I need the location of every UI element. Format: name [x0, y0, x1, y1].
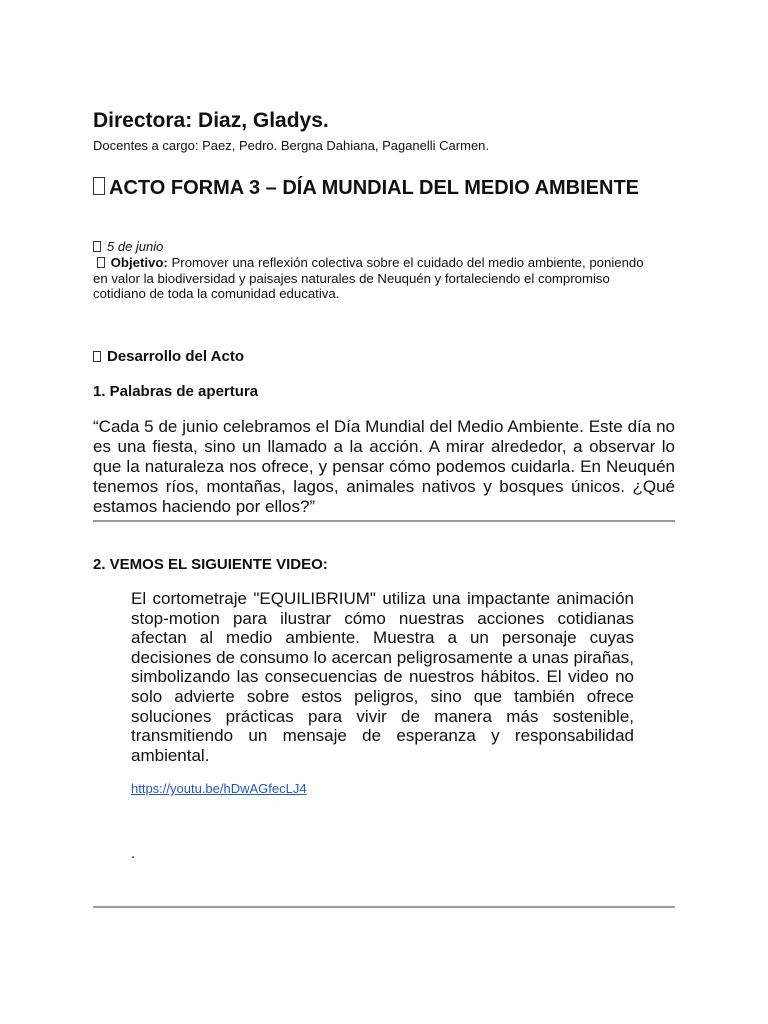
section-divider: [93, 520, 675, 522]
section2-heading: 2. VEMOS EL SIGUIENTE VIDEO:: [93, 556, 328, 573]
section-divider: [93, 906, 675, 908]
objective-label: Objetivo:: [110, 255, 168, 270]
objective-text: Promover una reflexión colectiva sobre el cuidado del medio ambiente, poniendo en valor la biodiversidad y paisajes naturales de Neuquén y fortaleciendo el compromiso cotidiano de toda la comunidad educativa.: [93, 255, 644, 301]
missing-glyph-icon: [93, 241, 101, 252]
director-line: Directora: Diaz, Gladys.: [93, 109, 329, 132]
missing-glyph-icon: [93, 351, 101, 362]
opening-quote: “Cada 5 de junio celebramos el Día Mundial del Medio Ambiente. Este día no es una fiesta, sino un llamado a la acción. A mirar alrededor, a observar lo que la naturaleza nos ofrece, y pensar cómo podemos cuidarla. En Neuquén tenemos ríos, montañas, lagos, animales nativos y bosques únicos. ¿Qué estamos haciendo por ellos?”: [93, 417, 675, 516]
teachers-line: Docentes a cargo: Paez, Pedro. Bergna Dahiana, Paganelli Carmen.: [93, 138, 490, 153]
video-link[interactable]: https://youtu.be/hDwAGfecLJ4: [131, 781, 307, 796]
date-text: 5 de junio: [107, 239, 164, 254]
title-text: ACTO FORMA 3 – DÍA MUNDIAL DEL MEDIO AMBIENTE: [109, 177, 640, 199]
missing-glyph-icon: [97, 257, 105, 268]
page-title: [93, 176, 639, 200]
development-heading: [93, 348, 244, 365]
objective-paragraph: [93, 255, 653, 302]
event-date: [93, 239, 163, 254]
missing-glyph-icon: [93, 177, 105, 195]
development-heading-text: Desarrollo del Acto: [107, 348, 244, 365]
section1-heading: 1. Palabras de apertura: [93, 383, 259, 400]
trailing-period: .: [131, 845, 136, 862]
video-description: El cortometraje "EQUILIBRIUM" utiliza una impactante animación stop-motion para ilustrar cómo nuestras acciones cotidianas afectan al medio ambiente. Muestra a un personaje cuyas decisiones de consumo lo acercan peligrosamente a unas pirañas, simbolizando las consecuencias de nuestros hábitos. El video no solo advierte sobre estos peligros, sino que también ofrece soluciones prácticas para vivir de manera más sostenible, transmitiendo un mensaje de esperanza y responsabilidad ambiental.: [131, 589, 634, 765]
